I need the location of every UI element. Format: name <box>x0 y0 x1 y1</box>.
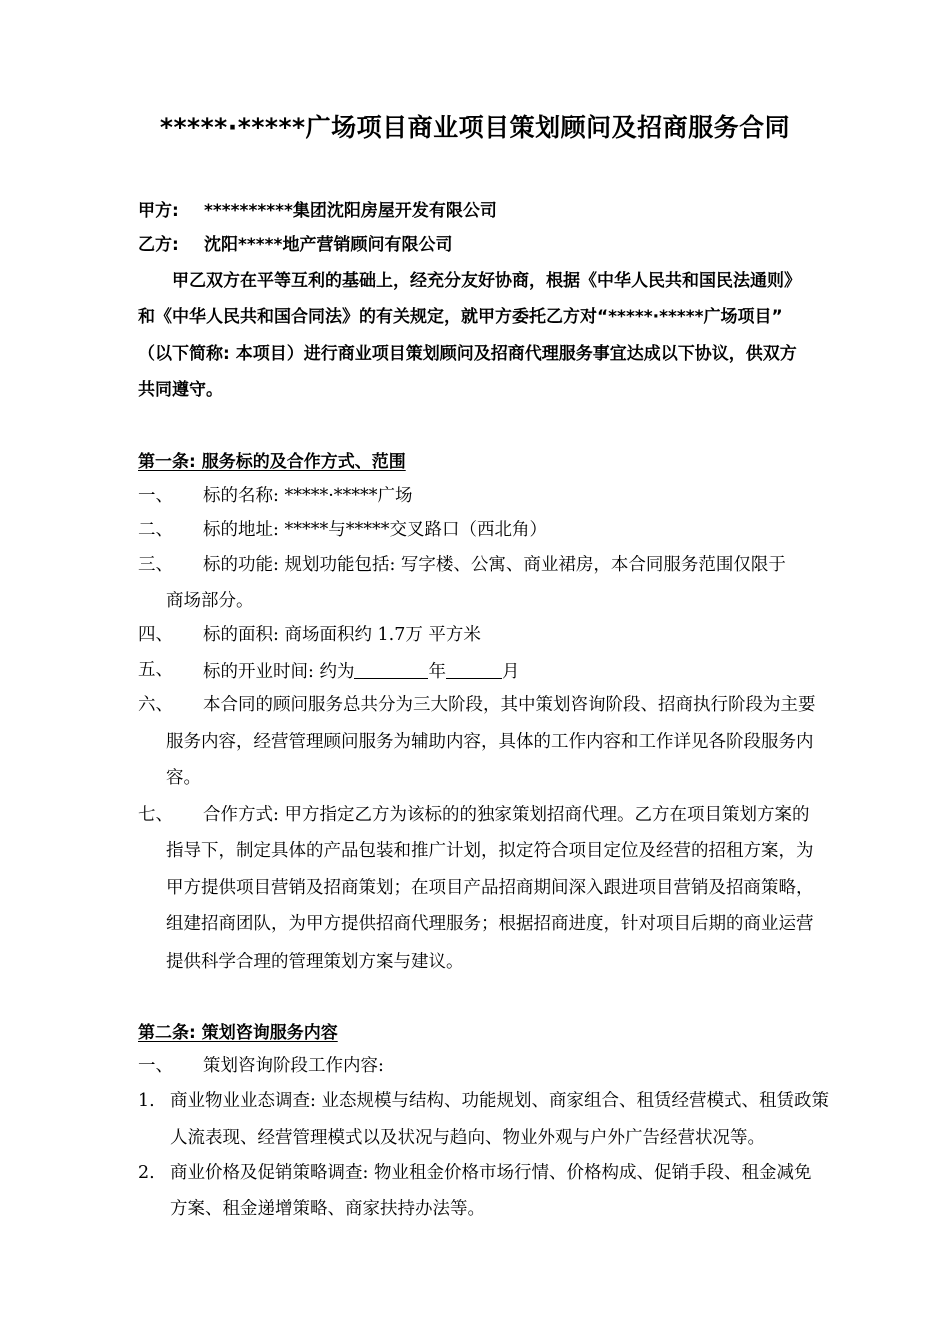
list-item-text: 标的开业时间: 约为 <box>203 662 355 682</box>
sub-section-heading: 策划咨询阶段工作内容: <box>203 1056 384 1076</box>
list-item-text: 标的面积: 商场面积约 1.7万 平方米 <box>203 625 481 645</box>
month-unit: 月 <box>501 662 520 682</box>
list-item-number: 五、 <box>138 660 173 680</box>
opening-date-field <box>203 658 519 684</box>
party-a-label: 甲方: <box>138 201 179 221</box>
list-item-number: 三、 <box>138 555 173 575</box>
list-item-text: 本合同的顾问服务总共分为三大阶段，其中策划咨询阶段、招商执行阶段为主要 <box>203 695 816 715</box>
year-blank <box>354 658 428 679</box>
preamble-line: 甲乙双方在平等互利的基础上，经充分友好协商，根据《中华人民共和国民法通则》 <box>172 271 801 291</box>
party-b-label: 乙方: <box>138 235 179 255</box>
list-item-continuation: 组建招商团队，为甲方提供招商代理服务；根据招商进度，针对项目后期的商业运营 <box>166 914 814 934</box>
list-item-number: 七、 <box>138 805 173 825</box>
party-a-name: **********集团沈阳房屋开发有限公司 <box>204 201 497 221</box>
list-item-number: 四、 <box>138 625 173 645</box>
month-blank <box>446 658 502 679</box>
list-item-number: 2. <box>138 1163 155 1183</box>
party-a-line <box>138 199 497 223</box>
party-b-name: 沈阳*****地产营销顾问有限公司 <box>204 235 453 255</box>
list-item-text: 合作方式: 甲方指定乙方为该标的的独家策划招商代理。乙方在项目策划方案的 <box>203 805 810 825</box>
list-item-continuation: 容。 <box>166 768 201 788</box>
list-item-continuation: 商场部分。 <box>166 591 254 611</box>
list-item-number: 六、 <box>138 695 173 715</box>
preamble-line: 和《中华人民共和国合同法》的有关规定，就甲方委托乙方对“*****·*****广场项目” <box>138 307 783 327</box>
party-b-line <box>138 233 452 257</box>
sub-section-number: 一、 <box>138 1056 173 1076</box>
list-item-text: 商业物业业态调查: 业态规模与结构、功能规划、商家组合、租赁经营模式、租赁政策 <box>170 1091 829 1111</box>
list-item-continuation: 方案、租金递增策略、商家扶持办法等。 <box>170 1199 485 1219</box>
list-item-text: 标的功能: 规划功能包括: 写字楼、公寓、商业裙房，本合同服务范围仅限于 <box>203 555 786 575</box>
list-item-text: 商业价格及促销策略调查: 物业租金价格市场行情、价格构成、促销手段、租金减免 <box>170 1163 812 1183</box>
contract-title: *****·*****广场项目商业项目策划顾问及招商服务合同 <box>159 113 791 142</box>
preamble-line: 共同遵守。 <box>138 380 223 400</box>
list-item-continuation: 甲方提供项目营销及招商策划；在项目产品招商期间深入跟进项目营销及招商策略， <box>166 878 814 898</box>
list-item-text: 标的名称: *****·*****广场 <box>203 486 413 506</box>
list-item-text: 标的地址: *****与*****交叉路口（西北角） <box>203 520 547 540</box>
list-item-number: 1. <box>138 1091 155 1111</box>
preamble-line: （以下简称: 本项目）进行商业项目策划顾问及招商代理服务事宜达成以下协议，供双方 <box>138 344 797 364</box>
year-unit: 年 <box>428 662 446 682</box>
article1-heading: 第一条: 服务标的及合作方式、范围 <box>138 452 406 472</box>
list-item-continuation: 人流表现、经营管理模式以及状况与趋向、物业外观与户外广告经营状况等。 <box>170 1128 765 1148</box>
list-item-number: 二、 <box>138 520 173 540</box>
article2-heading: 第二条: 策划咨询服务内容 <box>138 1023 338 1043</box>
list-item-number: 一、 <box>138 486 173 506</box>
list-item-continuation: 服务内容，经营管理顾问服务为辅助内容，具体的工作内容和工作详见各阶段服务内 <box>166 732 814 752</box>
list-item-continuation: 提供科学合理的管理策划方案与建议。 <box>166 952 464 972</box>
list-item-continuation: 指导下，制定具体的产品包装和推广计划，拟定符合项目定位及经营的招租方案，为 <box>166 841 814 861</box>
